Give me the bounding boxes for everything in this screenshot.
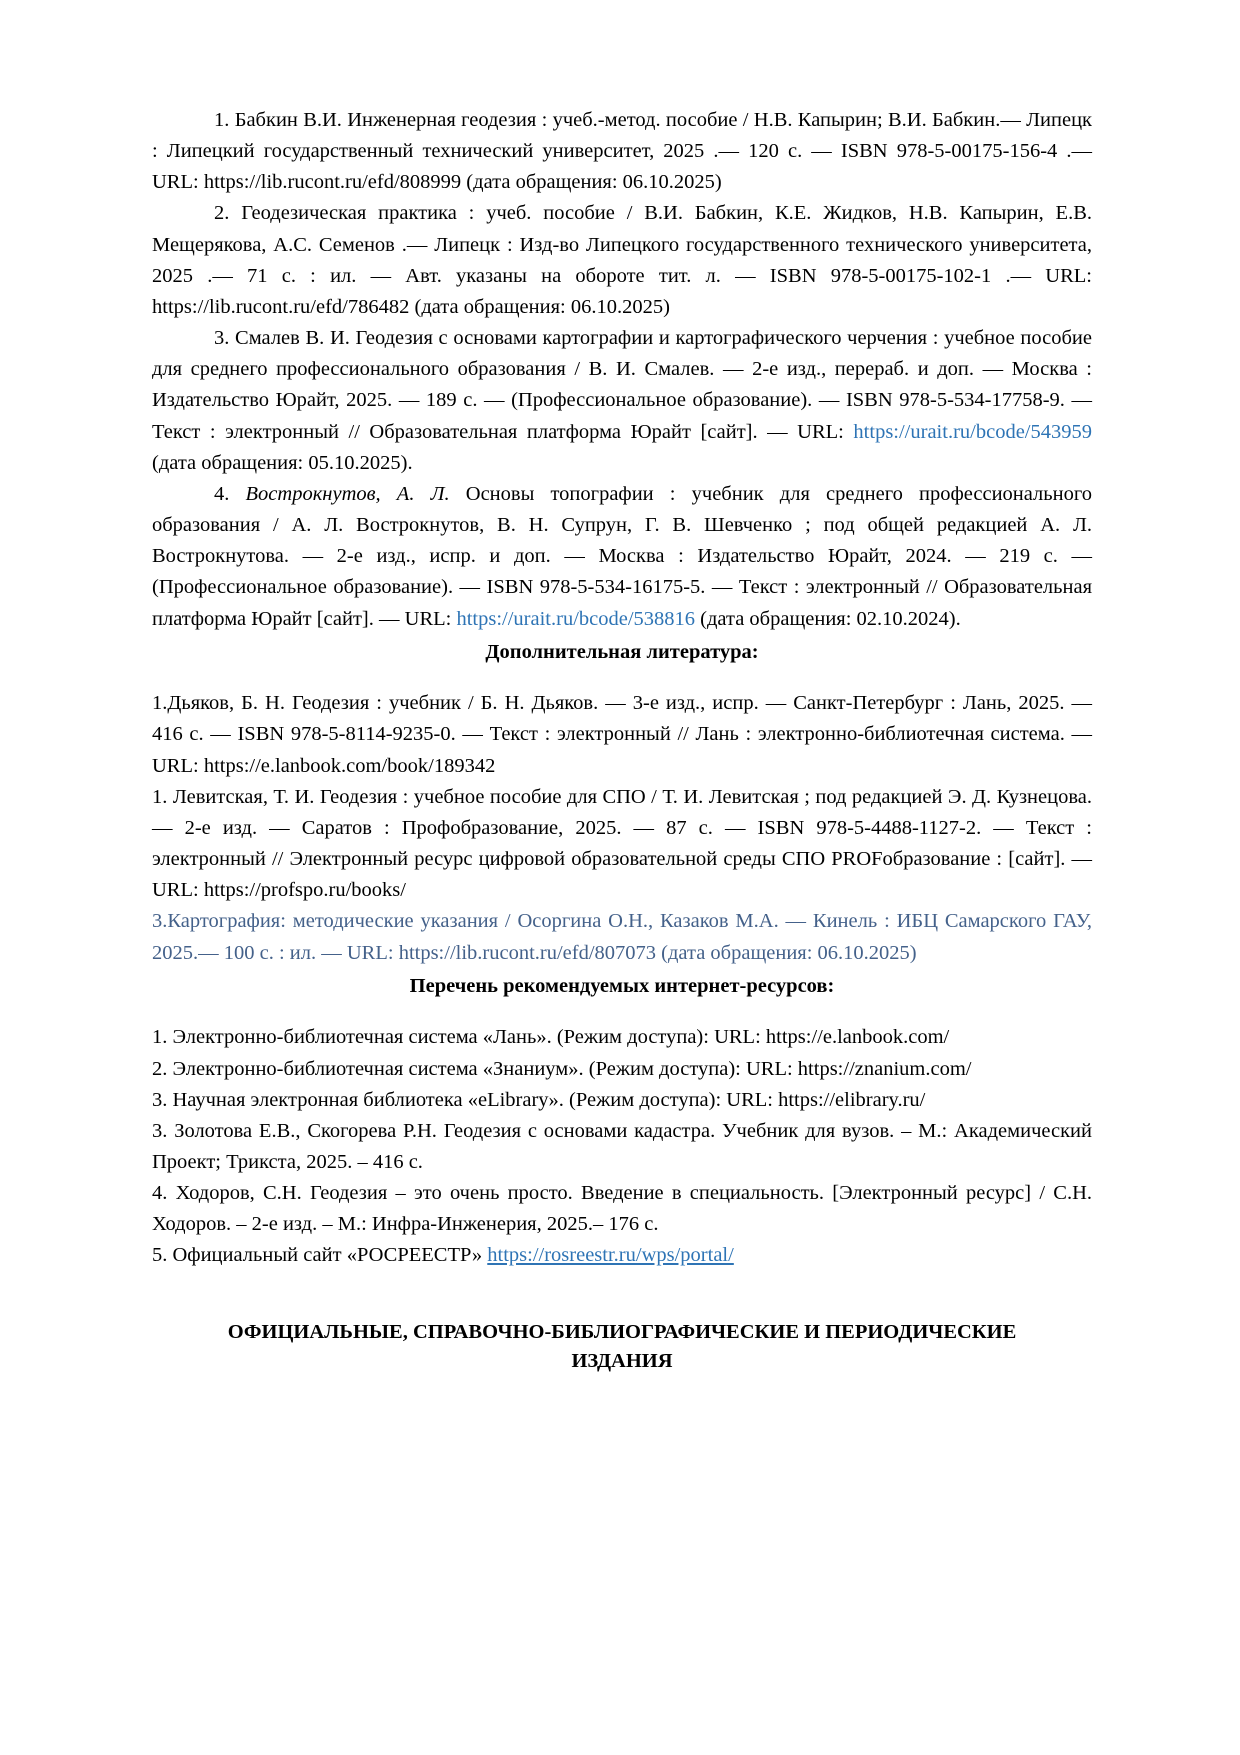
final-section-heading [152,1318,1092,1377]
additional-item-2: 1. Левитская, Т. И. Геодезия : учебное пособие для СПО / Т. И. Левитская ; под редакцией Э. Д. Кузнецова. — 2-е изд. — Саратов : Профобразование, 2025. — 87 с. — ISBN 978-5-4488-1127-2. — Текст : электронный // Электронный ресурс цифровой образовательной среды СПО PROFобразование : [сайт]. — URL: https://profspo.ru/books/ [152,785,1092,902]
bibliography-item-2-index: 2. [214,202,230,225]
rosreestr-prefix: 5. Официальный сайт «РОСРЕЕСТР» [152,1244,488,1267]
additional-literature-heading: Дополнительная литература: [485,640,759,663]
bibliography-item-1-text: 1. [214,109,230,131]
bibliography-item-4-body: Основы топографии : учебник для среднего профессионального образования / А. Л. Вострокнутов, В. Н. Супрун, Г. В. Шевченко ; под общей редакцией А. Л. Вострокнутова. — 2-е изд., испр. и доп. — Москва : Издательство Юрайт, 2024. — 219 с. — (Профессиональное образование). — ISBN 978-5-534-16175-5. — Текст : электронный // Образовательная платформа Юрайт [сайт]. — URL: [152,482,1092,630]
internet-item-4: 3. Золотова Е.В., Скогорева Р.Н. Геодезия с основами кадастра. Учебник для вузов. – М.: Академический Проект; Трикста, 2025. – 416 с. [152,1119,1092,1173]
bibliography-item-1-body: Бабкин В.И. Инженерная геодезия : учеб.-метод. пособие / Н.В. Капырин; В.И. Бабкин.— Липецк : Липецкий государственный технический университет, 2025 .— 120 с. — ISBN 978-5-00175-156-4 .— URL: https://lib.rucont.ru/efd/808999 (дата обращения: 06.10.2025) [152,109,1093,194]
bibliography-item-3-index: 3. [214,327,230,350]
bibliography-item-4-tail: (дата обращения: 02.10.2024). [695,607,961,630]
additional-item-3: 3.Картография: методические указания / Осоргина О.Н., Казаков М.А. — Кинель : ИБЦ Самарского ГАУ, 2025.— 100 с. : ил. — URL: https://lib.rucont.ru/efd/807073 (дата обращения: 06.10.2025) [152,910,1092,964]
urait-bcode-538816-link[interactable]: https://urait.ru/bcode/538816 [456,607,696,630]
internet-item-6 [152,1240,1092,1271]
bibliography-item-3 [152,323,1092,479]
bibliography-item-3-body: Смалев В. И. Геодезия с основами картографии и картографического черчения : учебное пособие для среднего профессионального образования / В. И. Смалев. — 2-е изд., перераб. и доп. — Москва : Издательство Юрайт, 2025. — 189 с. — (Профессиональное образование). — ISBN 978-5-534-17758-9. — Текст : электронный // Образовательная платформа Юрайт [сайт]. — URL: [152,327,1092,443]
internet-item-3: 3. Научная электронная библиотека «eLibrary». (Режим доступа): URL: https://elibrary.ru/ [152,1088,926,1111]
bibliography-item-4-index: 4. [214,482,230,505]
final-heading-line-1: ОФИЦИАЛЬНЫЕ, СПРАВОЧНО-БИБЛИОГРАФИЧЕСКИЕ И ПЕРИОДИЧЕСКИЕ [227,1320,1017,1343]
bibliography-item-4 [152,479,1092,635]
additional-item-1: 1.Дьяков, Б. Н. Геодезия : учебник / Б. Н. Дьяков. — 3-е изд., испр. — Санкт-Петербург : Лань, 2025. — 416 с. — ISBN 978-5-8114-9235-0. — Текст : электронный // Лань : электронно-библиотечная система. — URL: https://e.lanbook.com/book/189342 [152,692,1092,777]
bibliography-item-2 [152,198,1092,323]
bibliography-item-3-tail: (дата обращения: 05.10.2025). [152,451,413,474]
internet-item-2: 2. Электронно-библиотечная система «Знаниум». (Режим доступа): URL: https://znanium.com/ [152,1057,972,1080]
bibliography-item-1 [152,105,1092,198]
internet-item-5: 4. Ходоров, С.Н. Геодезия – это очень просто. Введение в специальность. [Электронный ресурс] / С.Н. Ходоров. – 2-е изд. – М.: Инфра-Инженерия, 2025.– 176 с. [152,1182,1092,1236]
urait-bcode-543959-link[interactable]: https://urait.ru/bcode/543959 [853,420,1092,443]
bibliography-item-2-body: Геодезическая практика : учеб. пособие / В.И. Бабкин, К.Е. Жидков, Н.В. Капырин, Е.В. Мещерякова, А.С. Семенов .— Липецк : Изд-во Липецкого государственного технического университета, 2025 .— 71 с. : ил. — Авт. указаны на обороте тит. л. — ISBN 978-5-00175-102-1 .— URL: https://lib.rucont.ru/efd/786482 (дата обращения: 06.10.2025) [152,202,1093,318]
internet-item-1: 1. Электронно-библиотечная система «Лань». (Режим доступа): URL: https://e.lanbook.com/ [152,1026,950,1049]
rosreestr-link[interactable]: https://rosreestr.ru/wps/portal/ [487,1244,734,1267]
bibliography-item-4-author: Вострокнутов, А. Л. [245,482,450,505]
internet-resources-heading: Перечень рекомендуемых интернет-ресурсов: [409,974,835,997]
final-heading-line-2: ИЗДАНИЯ [571,1350,673,1373]
